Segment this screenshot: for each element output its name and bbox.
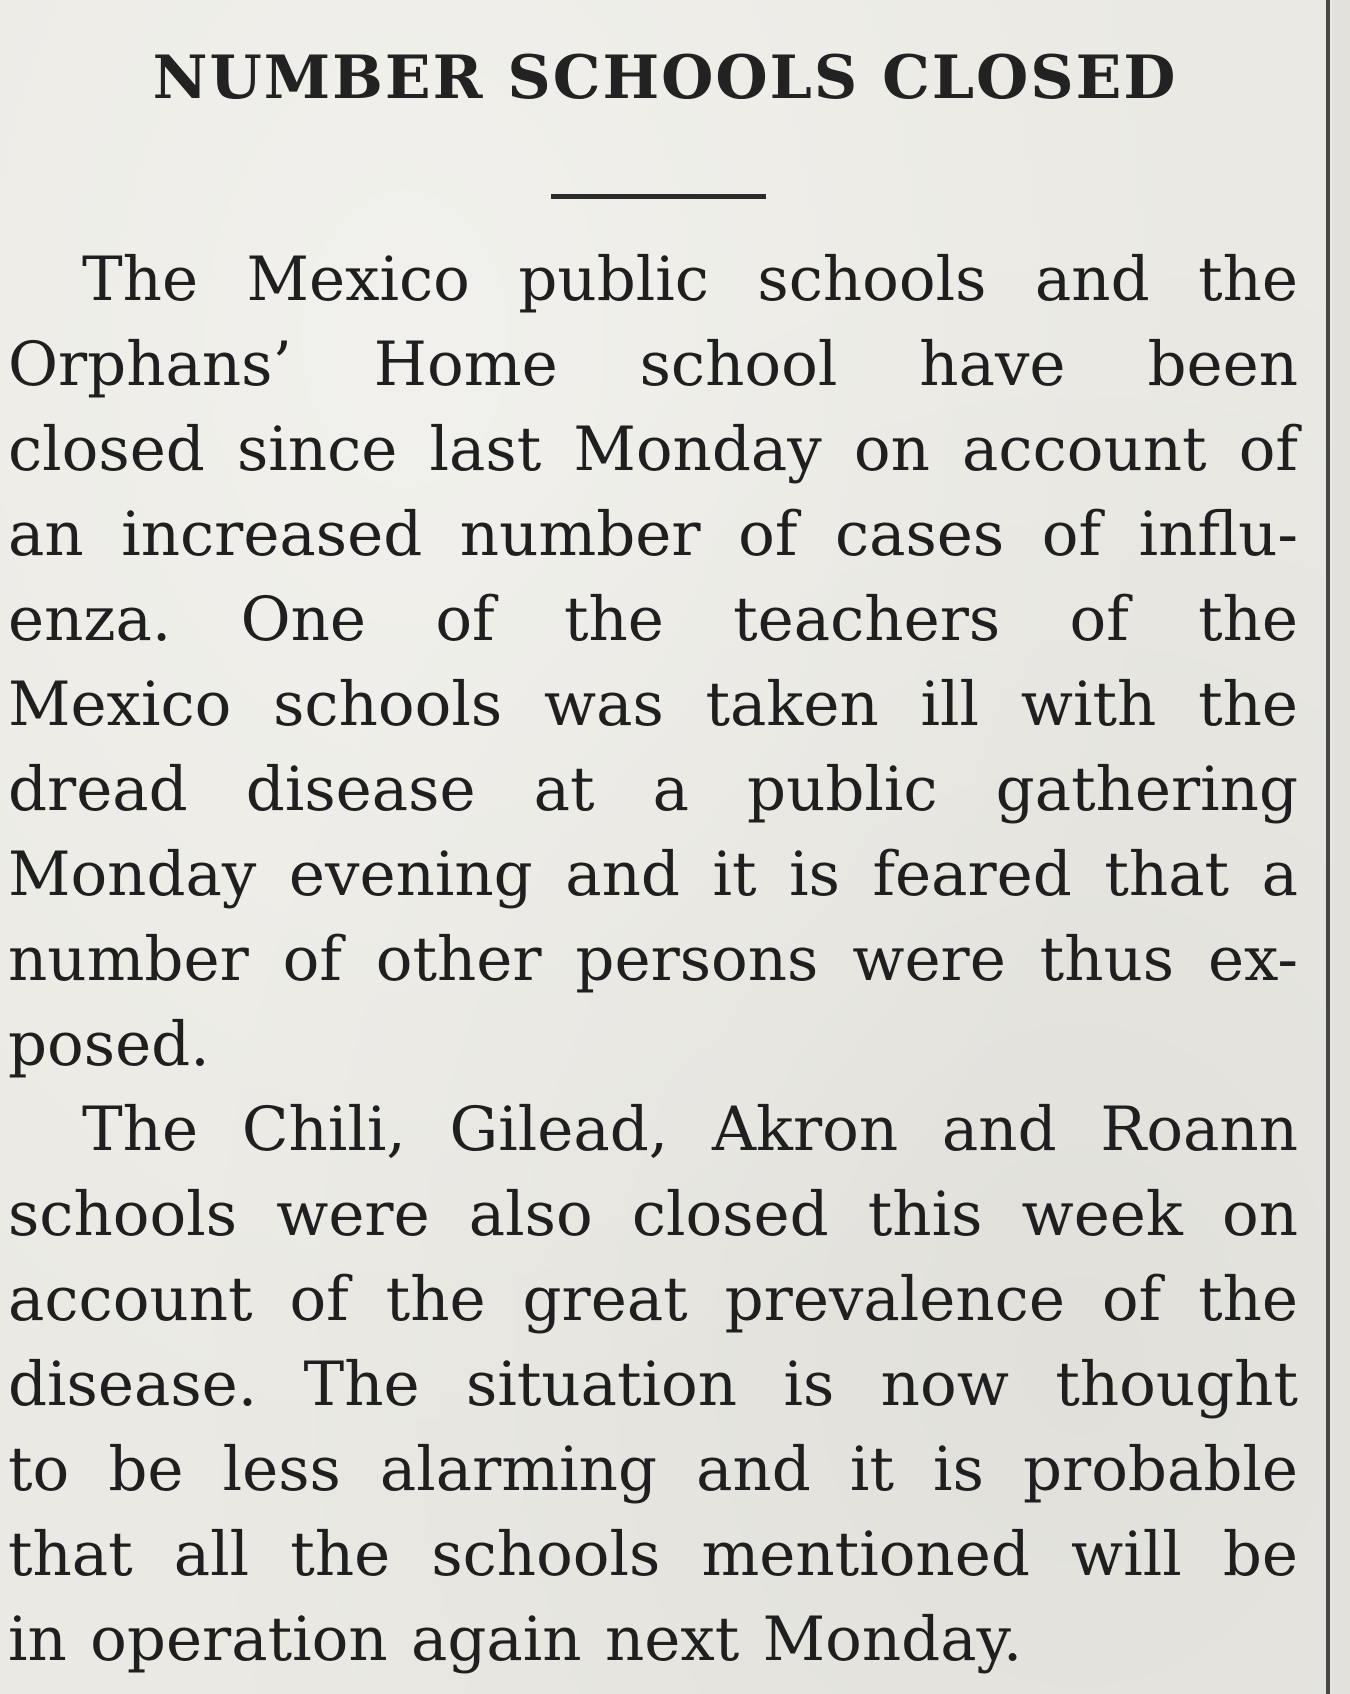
paragraph-1 xyxy=(8,237,1298,1087)
text-line: enza. One of the teachers of the xyxy=(8,584,1298,655)
adjacent-column-margin xyxy=(1332,0,1350,1694)
text-line: number of other persons were thus ex- xyxy=(8,924,1298,995)
text-line: schools were also closed this week on xyxy=(8,1179,1298,1250)
text-line: Orphans’ Home school have been xyxy=(8,329,1298,400)
text-line: that all the schools mentioned will be xyxy=(8,1519,1298,1590)
paragraph-2 xyxy=(8,1087,1298,1682)
text-line: disease. The situation is now thought xyxy=(8,1349,1298,1420)
headline: NUMBER SCHOOLS CLOSED xyxy=(152,43,1178,113)
text-line: The Mexico public schools and the xyxy=(82,244,1298,315)
text-line: closed since last Monday on account of xyxy=(8,414,1298,485)
text-line: Monday evening and it is feared that a xyxy=(8,839,1298,910)
text-line: an increased number of cases of influ- xyxy=(8,499,1298,570)
headline-rule xyxy=(551,194,766,199)
article-body xyxy=(8,237,1298,1682)
article xyxy=(8,0,1298,1682)
text-line: Mexico schools was taken ill with the xyxy=(8,669,1298,740)
text-line: dread disease at a public gathering xyxy=(8,754,1298,825)
text-line: posed. xyxy=(8,1009,210,1080)
text-line: to be less alarming and it is probable xyxy=(8,1434,1298,1505)
text-line: in operation again next Monday. xyxy=(8,1604,1023,1675)
text-line: account of the great prevalence of the xyxy=(8,1264,1298,1335)
text-line: The Chili, Gilead, Akron and Roann xyxy=(82,1094,1298,1165)
column-divider xyxy=(1326,0,1330,1694)
